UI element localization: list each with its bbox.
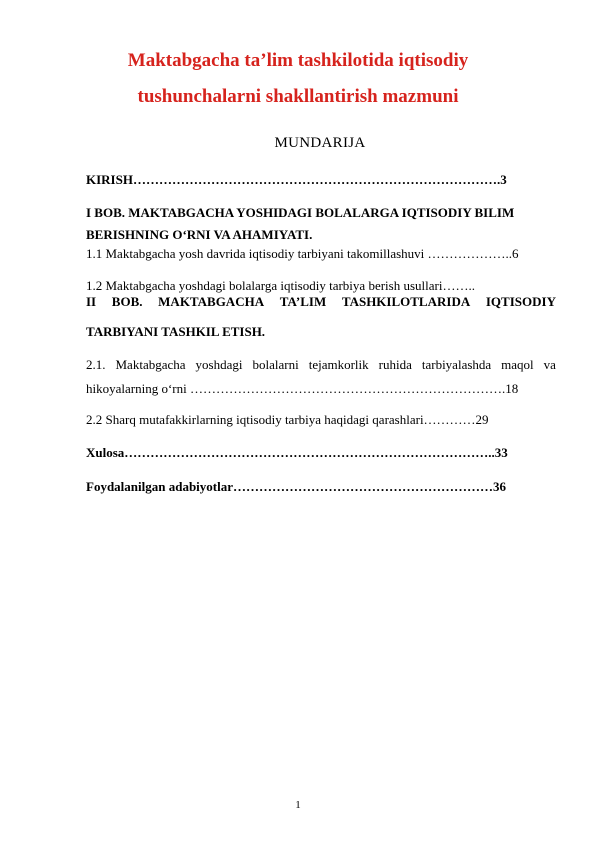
toc-chapter-2-word: TASHKILOTLARIDA: [341, 294, 471, 309]
toc-section-2-1-word: yoshdagi: [195, 357, 243, 372]
page-number: 1: [295, 799, 301, 811]
toc-section-2-1-word: bolalarni: [252, 357, 299, 372]
document-title-line-2: tushunchalarni shakllantirish mazmuni: [137, 86, 459, 107]
toc-chapter-1-line-2: BERISHNING O‘RNI VA AHAMIYATI.: [86, 227, 313, 242]
toc-chapter-2-word: TA’LIM: [279, 294, 327, 309]
toc-section-2-1-word: tarbiyalashda: [421, 357, 492, 372]
toc-section-2-1-word: 2.1.: [86, 357, 106, 372]
toc-chapter-2-word: II: [86, 294, 97, 309]
toc-chapter-2-word: BOB.: [111, 294, 143, 309]
toc-section-2-1-word: maqol: [501, 357, 534, 372]
toc-section-1-1: 1.1 Maktabgacha yosh davrida iqtisodiy tarbiyani takomillashuvi ………………..6: [86, 246, 519, 261]
toc-section-2-1-line-2: hikoyalarning o‘rni ……………………………………………………………….18: [86, 381, 519, 396]
toc-chapter-2-line-1: [86, 294, 556, 310]
toc-section-2-2: 2.2 Sharq mutafakkirlarning iqtisodiy tarbiya haqidagi qarashlari…………29: [86, 412, 489, 427]
toc-entry-conclusion: Xulosa…………………………………………………………………………..33: [86, 445, 508, 460]
toc-section-2-1-line-1: [86, 357, 556, 373]
toc-section-2-1-word: Maktabgacha: [115, 357, 186, 372]
toc-section-2-1-word: va: [543, 357, 556, 372]
toc-chapter-2-word: IQTISODIY: [485, 294, 556, 309]
toc-section-2-1-word: ruhida: [378, 357, 412, 372]
toc-heading: MUNDARIJA: [274, 135, 366, 151]
toc-entry-intro: KIRISH………………………………………………………………………….3: [86, 172, 507, 187]
toc-entry-references: Foydalanilgan adabiyotlar……………………………………………………36: [86, 479, 506, 494]
toc-chapter-2-word: MAKTABGACHA: [158, 294, 265, 309]
toc-chapter-2-line-2: TARBIYANI TASHKIL ETISH.: [86, 324, 266, 339]
document-title-line-1: Maktabgacha ta’lim tashkilotida iqtisodiy: [127, 50, 469, 71]
toc-section-1-2: 1.2 Maktabgacha yoshdagi bolalarga iqtisodiy tarbiya berish usullari……..: [86, 278, 475, 293]
toc-chapter-1-line-1: I BOB. MAKTABGACHA YOSHIDAGI BOLALARGA IQTISODIY BILIM: [86, 205, 515, 220]
toc-section-2-1-word: tejamkorlik: [308, 357, 369, 372]
